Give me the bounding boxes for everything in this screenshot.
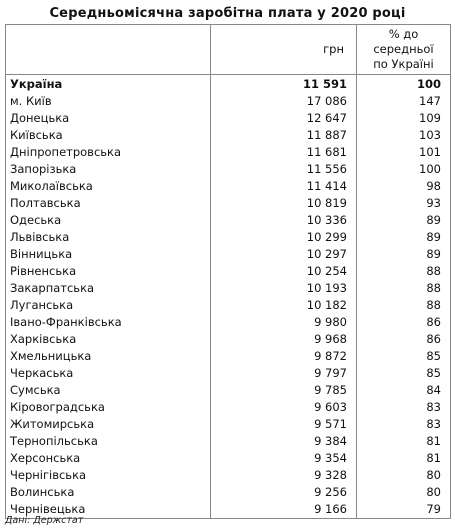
cell-percent: 84 — [357, 382, 451, 399]
cell-region: Донецька — [6, 110, 211, 127]
cell-uah: 11 414 — [211, 178, 357, 195]
table-row — [6, 93, 451, 110]
table-row — [6, 110, 451, 127]
table-row — [6, 297, 451, 314]
table-row — [6, 246, 451, 263]
cell-region: Полтавська — [6, 195, 211, 212]
table-row — [6, 484, 451, 501]
cell-percent: 86 — [357, 314, 451, 331]
cell-percent: 80 — [357, 484, 451, 501]
table-row — [6, 280, 451, 297]
table-row — [6, 263, 451, 280]
cell-uah: 10 299 — [211, 229, 357, 246]
cell-uah: 9 603 — [211, 399, 357, 416]
cell-uah: 9 968 — [211, 331, 357, 348]
cell-uah: 9 166 — [211, 501, 357, 519]
cell-uah: 17 086 — [211, 93, 357, 110]
cell-region: Львівська — [6, 229, 211, 246]
table-row — [6, 212, 451, 229]
cell-region: Рівненська — [6, 263, 211, 280]
cell-region: Закарпатська — [6, 280, 211, 297]
header-region — [6, 25, 211, 75]
cell-region: Тернопільська — [6, 433, 211, 450]
cell-percent: 89 — [357, 212, 451, 229]
cell-region: Житомирська — [6, 416, 211, 433]
cell-percent: 83 — [357, 416, 451, 433]
cell-uah: 10 297 — [211, 246, 357, 263]
cell-region: Луганська — [6, 297, 211, 314]
header-percent-line: по Україні — [373, 57, 434, 71]
table-row — [6, 144, 451, 161]
cell-region: м. Київ — [6, 93, 211, 110]
cell-uah: 9 384 — [211, 433, 357, 450]
table-row — [6, 331, 451, 348]
cell-percent: 88 — [357, 297, 451, 314]
cell-uah: 10 819 — [211, 195, 357, 212]
cell-percent: 86 — [357, 331, 451, 348]
table-row-total — [6, 75, 451, 94]
header-percent — [357, 25, 451, 75]
cell-percent: 101 — [357, 144, 451, 161]
table-row — [6, 127, 451, 144]
cell-uah: 9 980 — [211, 314, 357, 331]
table-header-row — [6, 25, 451, 75]
cell-region: Вінницька — [6, 246, 211, 263]
table-row — [6, 229, 451, 246]
cell-percent: 80 — [357, 467, 451, 484]
cell-uah: 9 797 — [211, 365, 357, 382]
header-percent-line: % до — [388, 27, 419, 41]
wage-table — [5, 24, 451, 519]
cell-uah: 11 556 — [211, 161, 357, 178]
table-row — [6, 161, 451, 178]
table-row — [6, 195, 451, 212]
cell-region: Миколаївська — [6, 178, 211, 195]
cell-percent: 89 — [357, 229, 451, 246]
table-row — [6, 467, 451, 484]
table-row — [6, 416, 451, 433]
cell-region: Хмельницька — [6, 348, 211, 365]
table-row — [6, 433, 451, 450]
cell-percent: 147 — [357, 93, 451, 110]
table-row — [6, 450, 451, 467]
table-row — [6, 365, 451, 382]
cell-percent: 109 — [357, 110, 451, 127]
cell-uah: 11 887 — [211, 127, 357, 144]
cell-percent: 83 — [357, 399, 451, 416]
cell-region: Волинська — [6, 484, 211, 501]
cell-uah: 10 336 — [211, 212, 357, 229]
cell-uah: 9 354 — [211, 450, 357, 467]
cell-percent: 79 — [357, 501, 451, 519]
cell-region: Сумська — [6, 382, 211, 399]
cell-percent: 98 — [357, 178, 451, 195]
cell-percent: 89 — [357, 246, 451, 263]
cell-region: Київська — [6, 127, 211, 144]
cell-percent: 85 — [357, 348, 451, 365]
page-title: Середньомісячна заробітна плата у 2020 році — [49, 6, 406, 21]
cell-percent: 93 — [357, 195, 451, 212]
cell-uah: 11 681 — [211, 144, 357, 161]
cell-uah: 9 328 — [211, 467, 357, 484]
cell-percent: 85 — [357, 365, 451, 382]
table-row — [6, 399, 451, 416]
cell-region: Івано-Франківська — [6, 314, 211, 331]
cell-uah: 9 872 — [211, 348, 357, 365]
cell-region: Чернігівська — [6, 467, 211, 484]
cell-uah: 10 193 — [211, 280, 357, 297]
cell-region: Дніпропетровська — [6, 144, 211, 161]
table-row — [6, 382, 451, 399]
cell-uah: 10 254 — [211, 263, 357, 280]
cell-percent: 103 — [357, 127, 451, 144]
header-uah: грн — [211, 25, 357, 75]
source-note: Дані: Держстат — [5, 515, 84, 526]
table-body — [6, 75, 451, 519]
cell-uah: 12 647 — [211, 110, 357, 127]
cell-percent: 100 — [357, 75, 451, 94]
cell-region: Україна — [6, 75, 211, 94]
cell-uah: 9 785 — [211, 382, 357, 399]
cell-uah: 10 182 — [211, 297, 357, 314]
cell-uah: 9 256 — [211, 484, 357, 501]
cell-region: Чернівецька — [6, 501, 211, 519]
cell-percent: 100 — [357, 161, 451, 178]
table-row — [6, 314, 451, 331]
cell-region: Херсонська — [6, 450, 211, 467]
cell-region: Черкаська — [6, 365, 211, 382]
cell-percent: 81 — [357, 450, 451, 467]
cell-region: Кіровоградська — [6, 399, 211, 416]
cell-percent: 88 — [357, 280, 451, 297]
table-row — [6, 348, 451, 365]
cell-region: Харківська — [6, 331, 211, 348]
cell-region: Одеська — [6, 212, 211, 229]
cell-region: Запорізька — [6, 161, 211, 178]
cell-percent: 81 — [357, 433, 451, 450]
cell-uah: 9 571 — [211, 416, 357, 433]
cell-percent: 88 — [357, 263, 451, 280]
header-percent-line: середньої — [373, 42, 434, 56]
table-row — [6, 178, 451, 195]
cell-uah: 11 591 — [211, 75, 357, 94]
